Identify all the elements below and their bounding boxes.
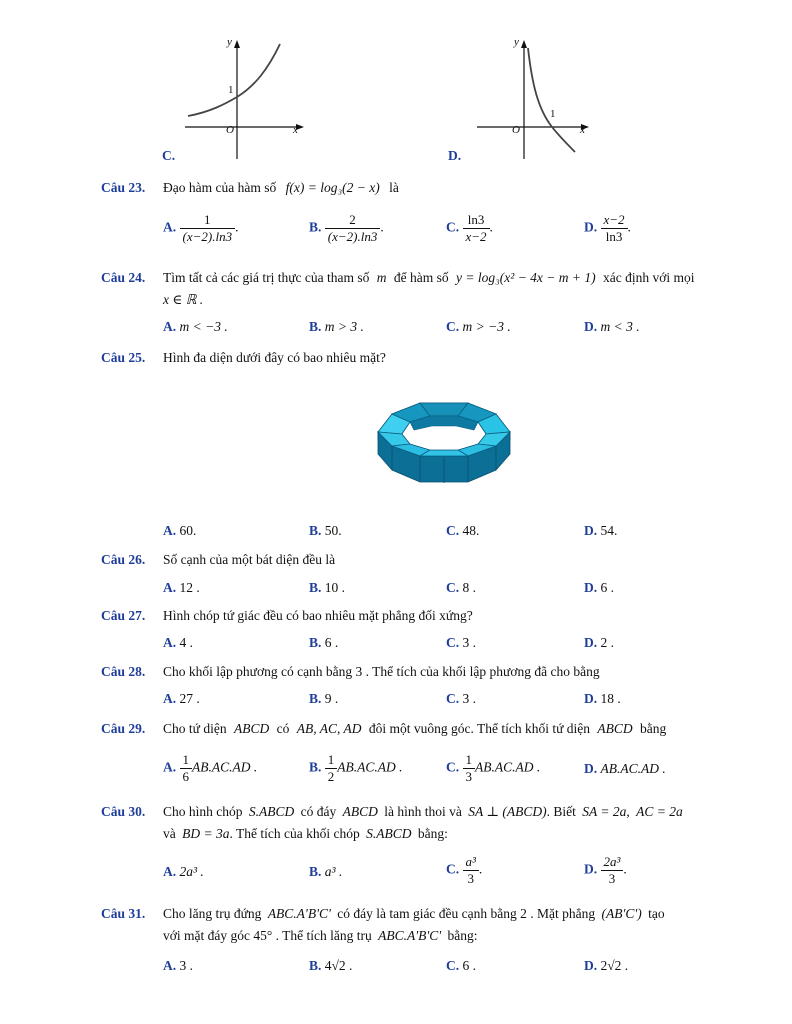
question-28-option-a[interactable]: [163, 691, 200, 707]
question-29-text-a: Cho tứ diện: [163, 721, 227, 736]
option-letter: C.: [446, 691, 460, 706]
question-30-m5: AC = 2a: [636, 804, 683, 819]
option-letter: B.: [309, 759, 322, 775]
graph-d-x-label: x: [580, 124, 585, 136]
option-letter: A.: [163, 691, 177, 706]
frac-numerator: ln3: [467, 212, 485, 227]
frac-numerator: 2a³: [603, 854, 621, 869]
question-31-line2-a: với mặt đáy góc 45° . Thể tích lăng trụ: [163, 928, 372, 943]
question-30-option-a[interactable]: [163, 864, 204, 880]
question-30-m3: SA ⊥ (ABCD): [468, 804, 547, 819]
frac-denominator: 2: [325, 768, 338, 785]
question-27-option-d[interactable]: [584, 635, 614, 651]
option-letter: A.: [163, 635, 177, 650]
question-24-number: Câu 24.: [101, 270, 146, 285]
question-23-option-a[interactable]: [163, 212, 238, 245]
option-value: 6 .: [600, 580, 614, 595]
question-29-option-d[interactable]: [584, 761, 666, 777]
question-31-line2: [163, 928, 478, 944]
question-28-option-c[interactable]: [446, 691, 476, 707]
option-value: 12 .: [179, 580, 200, 595]
question-30-line2: [163, 826, 448, 842]
question-31-text-b: có đáy là tam giác đều cạnh bằng 2 . Mặt phẳng: [337, 906, 596, 921]
question-30-text: [163, 804, 683, 820]
option-letter: A.: [163, 219, 177, 235]
question-25-text: Hình đa diện dưới đây có bao nhiêu mặt?: [163, 350, 386, 365]
question-30-option-c[interactable]: [446, 854, 482, 887]
graph-c-label: C.: [162, 148, 176, 163]
frac-numerator: x−2: [603, 212, 625, 227]
frac-numerator: 1: [182, 752, 189, 767]
option-value: 6 .: [462, 958, 476, 973]
question-24-option-c[interactable]: [446, 319, 511, 335]
question-25-number: Câu 25.: [101, 350, 146, 365]
option-value: 10 .: [324, 580, 346, 595]
graph-d: [472, 34, 602, 164]
option-tail: .: [235, 219, 239, 235]
option-letter: B.: [309, 580, 322, 595]
question-30-line2-a: và: [163, 826, 176, 841]
frac-denominator: 6: [180, 768, 193, 785]
question-29-m1: ABCD: [233, 721, 270, 736]
question-27-option-c[interactable]: [446, 635, 476, 651]
question-24-text: [163, 270, 695, 286]
option-value: 9 .: [324, 691, 339, 706]
question-24-text-a: Tìm tất cả các giá trị thực của tham số: [163, 270, 370, 285]
question-28-option-d[interactable]: [584, 691, 621, 707]
option-letter: A.: [163, 958, 177, 973]
question-30-number: Câu 30.: [101, 804, 146, 819]
question-25-option-d[interactable]: [584, 523, 617, 539]
option-letter: B.: [309, 691, 322, 706]
option-tail: AB.AC.AD .: [192, 759, 258, 775]
option-letter: C.: [446, 861, 460, 877]
question-30-m1: S.ABCD: [248, 804, 295, 819]
option-tail: .: [623, 861, 627, 877]
question-23-number: Câu 23.: [101, 180, 146, 195]
option-letter: B.: [309, 219, 322, 235]
option-value: 2a³ .: [179, 864, 204, 879]
question-27-text: Hình chóp tứ giác đều có bao nhiêu mặt phẳng đối xứng?: [163, 608, 473, 623]
question-30-option-d[interactable]: [584, 854, 627, 887]
question-30-line2-c: bằng:: [417, 826, 448, 841]
frac-denominator: (x−2).ln3: [325, 228, 381, 245]
graph-c: [180, 34, 310, 164]
option-letter: B.: [309, 319, 322, 334]
question-27-option-b[interactable]: [309, 635, 338, 651]
question-31-text-c: tạo: [648, 906, 665, 921]
option-letter: B.: [309, 523, 322, 538]
graph-c-x-label: x: [293, 124, 298, 136]
question-29-text: [163, 721, 666, 737]
option-letter: A.: [163, 864, 177, 879]
option-letter: D.: [584, 319, 598, 334]
question-26-option-a[interactable]: [163, 580, 200, 596]
question-29-m2: AB, AC, AD: [296, 721, 362, 736]
question-24-option-b[interactable]: [309, 319, 364, 335]
option-tail: .: [478, 861, 483, 877]
option-value: 18 .: [600, 691, 621, 706]
option-letter: A.: [163, 319, 177, 334]
graph-c-mark-label: 1: [228, 84, 234, 96]
question-31-m1: ABC.A'B'C': [267, 906, 331, 921]
graph-d-origin-label: O: [512, 124, 520, 136]
question-28-option-b[interactable]: [309, 691, 338, 707]
option-value: 4 .: [179, 635, 193, 650]
option-letter: D.: [584, 635, 598, 650]
frac-denominator: 3: [463, 870, 479, 887]
option-letter: D.: [584, 219, 598, 235]
option-letter: A.: [163, 523, 177, 538]
option-letter: D.: [584, 523, 598, 538]
frac-denominator: 3: [463, 768, 476, 785]
option-tail: AB.AC.AD .: [475, 759, 541, 775]
question-31-option-b[interactable]: [309, 958, 352, 974]
option-letter: C.: [446, 219, 460, 235]
option-letter: D.: [584, 958, 598, 973]
question-26-text: Số cạnh của một bát diện đều là: [163, 552, 336, 567]
frac-numerator: a³: [465, 854, 476, 869]
graph-c-origin-label: O: [226, 124, 234, 136]
question-26-option-d[interactable]: [584, 580, 614, 596]
option-letter: B.: [309, 635, 322, 650]
option-letter: D.: [584, 580, 598, 595]
option-letter: C.: [446, 759, 460, 775]
graph-d-label: D.: [448, 148, 462, 163]
question-31-line2-b: bằng:: [447, 928, 478, 943]
frac-numerator: 2: [349, 212, 356, 227]
question-24-text-b: để hàm số: [393, 270, 449, 285]
question-30-text-d: . Biết: [546, 804, 576, 819]
question-24-option-d[interactable]: [584, 319, 640, 335]
option-letter: A.: [163, 580, 177, 595]
option-value: 4√2 .: [324, 958, 353, 973]
question-24-formula: y = log₃(x² − 4x − m + 1): [455, 270, 596, 285]
option-value: 2√2 .: [600, 958, 629, 973]
question-29-number: Câu 29.: [101, 721, 146, 736]
frac-numerator: 1: [465, 752, 472, 767]
question-24-option-a[interactable]: [163, 319, 228, 335]
question-31-text: [163, 906, 665, 922]
torus-polyhedron-image: [370, 398, 518, 490]
option-value: m < −3 .: [179, 319, 228, 334]
option-tail: .: [380, 219, 384, 235]
question-30-m4: SA = 2a: [582, 804, 627, 819]
option-value: m < 3 .: [600, 319, 640, 334]
question-31-option-d[interactable]: [584, 958, 628, 974]
frac-denominator: (x−2).ln3: [180, 228, 236, 245]
option-letter: D.: [584, 761, 598, 776]
frac-denominator: ln3: [601, 228, 628, 245]
option-letter: A.: [163, 759, 177, 775]
question-24-param: m: [376, 270, 387, 285]
option-value: 8 .: [462, 580, 476, 595]
question-23-option-d[interactable]: [584, 212, 631, 245]
option-letter: D.: [584, 691, 598, 706]
question-25-option-c[interactable]: [446, 523, 479, 539]
question-27-option-a[interactable]: [163, 635, 193, 651]
option-value: 2 .: [600, 635, 614, 650]
option-letter: C.: [446, 958, 460, 973]
question-23-text: [163, 180, 399, 196]
question-23-text-a: Đạo hàm của hàm số: [163, 180, 277, 195]
question-31-m2: (AB'C'): [601, 906, 642, 921]
question-24-text-c: xác định với mọi: [603, 270, 695, 285]
question-31-number: Câu 31.: [101, 906, 146, 921]
option-letter: B.: [309, 958, 322, 973]
question-24-line2: x ∈ ℝ .: [163, 292, 204, 307]
option-value: 50.: [324, 523, 342, 538]
question-30-option-b[interactable]: [309, 864, 342, 880]
question-26-number: Câu 26.: [101, 552, 146, 567]
question-23-text-b: là: [389, 180, 399, 195]
question-30-line2-m: BD = 3a: [182, 826, 230, 841]
option-letter: B.: [309, 864, 322, 879]
frac-denominator: 3: [601, 870, 624, 887]
question-31-option-c[interactable]: [446, 958, 476, 974]
frac-denominator: x−2: [463, 228, 490, 245]
option-letter: C.: [446, 523, 460, 538]
graph-d-y-label: y: [514, 36, 519, 48]
question-30-m2: ABCD: [342, 804, 378, 819]
option-tail: .: [489, 219, 493, 235]
question-23-formula: f(x) = log₃(2 − x): [285, 180, 380, 195]
frac-numerator: 1: [204, 212, 211, 227]
question-31-text-a: Cho lăng trụ đứng: [163, 906, 262, 921]
question-30-text-c: là hình thoi và: [384, 804, 462, 819]
option-value: 48.: [462, 523, 480, 538]
question-29-option-a[interactable]: [163, 752, 257, 785]
question-28-number: Câu 28.: [101, 664, 146, 679]
question-31-option-a[interactable]: [163, 958, 193, 974]
option-value: 60.: [179, 523, 197, 538]
question-26-option-c[interactable]: [446, 580, 476, 596]
option-letter: D.: [584, 861, 598, 877]
question-30-text-e: ,: [626, 804, 630, 819]
question-29-option-b[interactable]: [309, 752, 403, 785]
option-letter: C.: [446, 580, 460, 595]
option-value: a³ .: [324, 864, 343, 879]
question-30-text-a: Cho hình chóp: [163, 804, 243, 819]
question-23-option-c[interactable]: [446, 212, 493, 245]
option-value: 6 .: [324, 635, 339, 650]
question-25-option-b[interactable]: [309, 523, 342, 539]
question-29-text-c: đôi một vuông góc. Thể tích khối tứ diện: [368, 721, 591, 736]
option-value: 3 .: [462, 635, 476, 650]
option-letter: C.: [446, 319, 460, 334]
question-29-m3: ABCD: [597, 721, 633, 736]
option-value: 3 .: [179, 958, 193, 973]
graph-c-y-label: y: [227, 36, 232, 48]
question-29-option-c[interactable]: [446, 752, 540, 785]
graph-d-mark-label: 1: [550, 108, 556, 120]
option-value: m > 3 .: [324, 319, 364, 334]
option-value: m > −3 .: [462, 319, 511, 334]
question-28-text: Cho khối lập phương có cạnh bằng 3 . Thể tích của khối lập phương đã cho bằng: [163, 664, 600, 679]
option-value: 3 .: [462, 691, 476, 706]
question-30-line2-b: . Thể tích của khối chóp: [229, 826, 360, 841]
option-value: 54.: [600, 523, 618, 538]
question-29-text-d: bằng: [640, 721, 667, 736]
option-tail: .: [627, 219, 631, 235]
option-letter: C.: [446, 635, 460, 650]
question-23-option-b[interactable]: [309, 212, 384, 245]
question-27-number: Câu 27.: [101, 608, 146, 623]
option-value: 27 .: [179, 691, 200, 706]
question-26-option-b[interactable]: [309, 580, 345, 596]
question-30-line2-m2: S.ABCD: [366, 826, 412, 841]
question-31-line2-m: ABC.A'B'C': [378, 928, 442, 943]
option-tail: AB.AC.AD .: [337, 759, 403, 775]
question-29-text-b: có: [276, 721, 290, 736]
option-value: AB.AC.AD .: [600, 761, 666, 776]
frac-numerator: 1: [327, 752, 335, 767]
question-30-text-b: có đáy: [300, 804, 337, 819]
question-25-option-a[interactable]: [163, 523, 196, 539]
